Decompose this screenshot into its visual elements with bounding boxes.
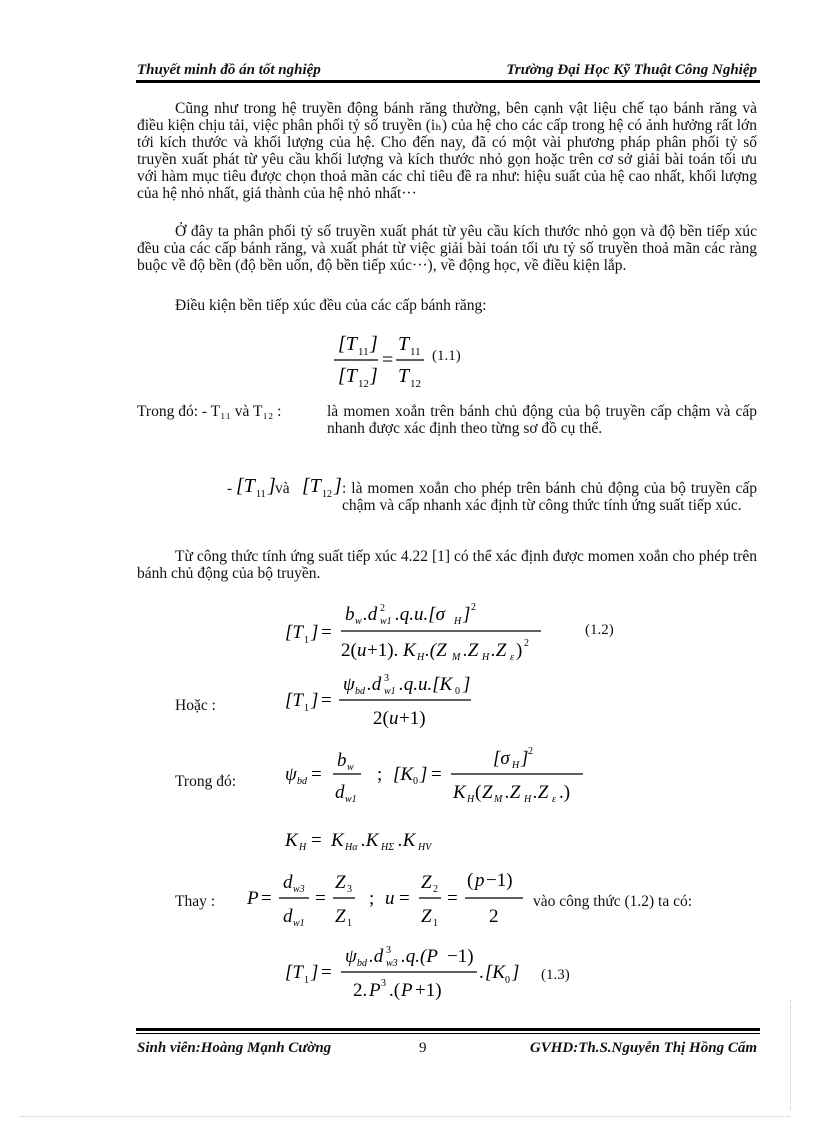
svg-text:12: 12 bbox=[358, 378, 369, 390]
svg-text:[T: [T bbox=[338, 333, 357, 355]
svg-text:w1: w1 bbox=[384, 686, 396, 697]
equation-number-1-1: (1.1) bbox=[432, 348, 461, 364]
where-lead-1: Trong đó: - T₁₁ và T₁₂ : bbox=[137, 403, 282, 420]
svg-text:ε: ε bbox=[510, 652, 514, 663]
svg-text:0: 0 bbox=[413, 776, 418, 787]
svg-text:.d: .d bbox=[367, 674, 382, 695]
svg-text:Z: Z bbox=[421, 872, 432, 893]
svg-text:.q.u.[σ: .q.u.[σ bbox=[395, 604, 446, 625]
equation-alt bbox=[283, 670, 483, 732]
paragraph-2: Ở đây ta phân phối tỷ số truyền xuất phát từ yêu cầu kích thước nhỏ gọn và độ bền tiếp xúc đều của các cấp bánh răng, và xuất phát từ việc giải bài toán tối ưu tỷ số truyền thoả mãn các ràng buộc về độ bền (độ bền uốn, độ bền tiếp xúc···), về động học, về điều kiện lắp. bbox=[137, 223, 757, 274]
label-trongdo: Trong đó: bbox=[175, 773, 237, 790]
footer-student: Sinh viên:Hoàng Mạnh Cường bbox=[137, 1040, 332, 1056]
svg-text:w3: w3 bbox=[293, 884, 305, 895]
svg-text:11: 11 bbox=[358, 346, 369, 358]
footer-rule bbox=[136, 1028, 760, 1031]
svg-text:bd: bd bbox=[357, 958, 367, 969]
svg-text:bd: bd bbox=[355, 686, 365, 697]
svg-text:P: P bbox=[369, 980, 381, 1001]
svg-text:.(Z: .(Z bbox=[425, 640, 447, 661]
svg-text:M: M bbox=[452, 652, 461, 663]
svg-text:−1): −1) bbox=[486, 870, 513, 891]
svg-text:;: ; bbox=[369, 888, 375, 909]
svg-text:]: ] bbox=[420, 764, 428, 785]
svg-text:3: 3 bbox=[347, 884, 352, 895]
paragraph-4: Từ công thức tính ứng suất tiếp xúc 4.22 [1] có thể xác định được momen xoắn cho phép trên bánh chủ động của bộ truyền. bbox=[137, 548, 757, 582]
svg-text:=: = bbox=[321, 622, 332, 643]
svg-text:HV: HV bbox=[418, 842, 432, 853]
svg-text:ψ: ψ bbox=[343, 674, 355, 695]
equation-number-1-3: (1.3) bbox=[541, 967, 570, 983]
svg-text:2(: 2( bbox=[341, 640, 357, 661]
svg-text:): ) bbox=[516, 640, 523, 661]
svg-text:+1): +1) bbox=[399, 708, 426, 729]
svg-text:[T: [T bbox=[302, 475, 321, 497]
svg-text:1: 1 bbox=[304, 635, 309, 646]
svg-text:d: d bbox=[335, 782, 345, 803]
svg-text:=: = bbox=[321, 962, 332, 983]
svg-text:.: . bbox=[479, 962, 484, 983]
svg-text:[K: [K bbox=[393, 764, 414, 785]
svg-text:K: K bbox=[285, 830, 298, 851]
svg-text:]: ] bbox=[512, 962, 520, 983]
svg-text:.q.(P: .q.(P bbox=[401, 946, 438, 967]
svg-text:;: ; bbox=[377, 764, 383, 785]
svg-text:u: u bbox=[385, 888, 395, 909]
svg-text:2: 2 bbox=[433, 884, 438, 895]
svg-text:.K: .K bbox=[398, 830, 416, 851]
svg-text:Z: Z bbox=[482, 782, 493, 803]
svg-text:+1).: +1). bbox=[367, 640, 399, 661]
svg-text:3: 3 bbox=[381, 978, 386, 989]
svg-text:0: 0 bbox=[505, 975, 510, 986]
svg-text:[T: [T bbox=[285, 962, 303, 983]
svg-text:−1): −1) bbox=[447, 946, 474, 967]
header-rule bbox=[136, 80, 760, 83]
footer-rule-thin bbox=[136, 1033, 760, 1034]
svg-text:K: K bbox=[331, 830, 344, 851]
svg-text:=: = bbox=[321, 690, 332, 711]
svg-text:[T: [T bbox=[236, 475, 255, 497]
page-edge-dots bbox=[20, 1116, 790, 1118]
svg-text:[T: [T bbox=[285, 690, 303, 711]
svg-text:.): .) bbox=[559, 782, 571, 803]
thay-tail: vào công thức (1.2) ta có: bbox=[533, 893, 693, 910]
svg-text:[T: [T bbox=[285, 622, 303, 643]
svg-text:[σ: [σ bbox=[493, 748, 510, 769]
svg-text:b: b bbox=[337, 750, 347, 771]
svg-text:[K: [K bbox=[485, 962, 506, 983]
svg-text:=: = bbox=[311, 764, 322, 785]
svg-text:P: P bbox=[247, 888, 259, 909]
svg-text:Z: Z bbox=[335, 906, 346, 927]
svg-text:M: M bbox=[494, 794, 503, 805]
svg-text:0: 0 bbox=[455, 686, 460, 697]
svg-text:ψ: ψ bbox=[285, 764, 297, 785]
svg-text:]: ] bbox=[463, 604, 471, 625]
svg-text:2: 2 bbox=[528, 746, 533, 757]
equation-substitution bbox=[245, 866, 535, 930]
svg-text:w: w bbox=[355, 616, 362, 627]
svg-text:w3: w3 bbox=[386, 958, 398, 969]
svg-text:P: P bbox=[401, 980, 413, 1001]
svg-text:11: 11 bbox=[256, 489, 266, 500]
svg-text:ε: ε bbox=[552, 794, 556, 805]
where-text-2: : là momen xoắn cho phép trên bánh chủ động của bộ truyền cấp chậm và cấp nhanh xác định từ công thức tính ứng suất tiếp xúc. bbox=[342, 480, 757, 514]
page-header bbox=[137, 62, 757, 82]
paragraph-3: Điều kiện bền tiếp xúc đều của các cấp bánh răng: bbox=[175, 297, 487, 314]
svg-text:3: 3 bbox=[386, 945, 391, 956]
svg-text:12: 12 bbox=[410, 378, 421, 390]
equation-KH bbox=[285, 822, 465, 858]
svg-text:=: = bbox=[399, 888, 410, 909]
svg-text:]: ] bbox=[311, 622, 319, 643]
svg-text:2.: 2. bbox=[353, 980, 368, 1001]
equation-number-1-2: (1.2) bbox=[585, 622, 614, 638]
svg-text:u: u bbox=[357, 640, 367, 661]
svg-text:.d: .d bbox=[363, 604, 378, 625]
equation-1-1 bbox=[330, 322, 490, 390]
equation-1-3 bbox=[283, 942, 533, 1004]
svg-text:.q.u.[K: .q.u.[K bbox=[399, 674, 453, 695]
svg-text:(: ( bbox=[475, 782, 482, 803]
svg-text:bd: bd bbox=[297, 776, 307, 787]
svg-text:.Z: .Z bbox=[463, 640, 479, 661]
svg-text:w1: w1 bbox=[293, 918, 305, 929]
label-hoac: Hoặc : bbox=[175, 697, 216, 714]
svg-text:Z: Z bbox=[335, 872, 346, 893]
svg-text:1: 1 bbox=[433, 918, 438, 929]
svg-text:H: H bbox=[299, 842, 307, 853]
svg-text:=: = bbox=[447, 888, 458, 909]
svg-text:]: ] bbox=[268, 475, 276, 497]
svg-text:K: K bbox=[403, 640, 416, 661]
svg-text:Z: Z bbox=[421, 906, 432, 927]
svg-text:d: d bbox=[283, 906, 293, 927]
svg-text:T: T bbox=[398, 365, 410, 387]
svg-text:ψ: ψ bbox=[345, 946, 357, 967]
svg-text:u: u bbox=[389, 708, 399, 729]
header-right: Trường Đại Học Kỹ Thuật Công Nghiệp bbox=[506, 62, 757, 78]
paragraph-1: Cũng như trong hệ truyền động bánh răng thường, bên cạnh vật liệu chế tạo bánh răng và điều kiện chịu tải, việc phân phối tỷ số truyền (iₕ) của hệ cho các cấp trong hệ có ảnh hưởng rất lớn tới kích thước và khối lượng của hệ. Cho đến nay, đã có một vài phương pháp phân phối tỷ số truyền xuất phát từ yêu cầu khối lượng và kích thước nhỏ gọn hoặc trên cơ sở giải bài toán tối ưu với hàm mục tiêu được chọn thoả mãn các chỉ tiêu đề ra như: hiệu suất của hệ cao nhất, khối lượng của hệ nhỏ nhất, giá thành của hệ nhỏ nhất··· bbox=[137, 100, 757, 202]
svg-text:H: H bbox=[454, 616, 462, 627]
svg-text:=: = bbox=[311, 830, 322, 851]
svg-text:]: ] bbox=[370, 333, 378, 355]
svg-text:]: ] bbox=[463, 674, 471, 695]
page-number: 9 bbox=[419, 1040, 427, 1056]
svg-text:[T: [T bbox=[338, 365, 357, 387]
where-mid-2: và bbox=[275, 480, 290, 497]
svg-text:+1): +1) bbox=[415, 980, 442, 1001]
svg-text:.K: .K bbox=[361, 830, 379, 851]
svg-text:p: p bbox=[475, 870, 485, 891]
svg-text:H: H bbox=[512, 760, 520, 771]
svg-text:w: w bbox=[347, 762, 354, 773]
header-left: Thuyết minh đồ án tốt nghiệp bbox=[137, 62, 321, 78]
svg-text:1: 1 bbox=[304, 975, 309, 986]
svg-text:=: = bbox=[315, 888, 326, 909]
footer-advisor: GVHD:Th.S.Nguyễn Thị Hồng Cẩm bbox=[529, 1040, 757, 1056]
svg-text:1: 1 bbox=[347, 918, 352, 929]
equation-psi-K0 bbox=[285, 742, 605, 806]
svg-text:w1: w1 bbox=[345, 794, 357, 805]
svg-text:2: 2 bbox=[489, 906, 499, 927]
svg-text:=: = bbox=[261, 888, 272, 909]
svg-text:T: T bbox=[398, 333, 410, 355]
svg-text:H: H bbox=[417, 652, 425, 663]
svg-text:=: = bbox=[382, 349, 394, 371]
svg-text:11: 11 bbox=[410, 346, 421, 358]
svg-text:.d: .d bbox=[369, 946, 384, 967]
svg-text:H: H bbox=[524, 794, 532, 805]
where-text-1: là momen xoắn trên bánh chủ động của bộ truyền cấp chậm và cấp nhanh được xác định theo từng sơ đồ cụ thể. bbox=[327, 403, 757, 437]
label-thay: Thay : bbox=[175, 893, 216, 910]
svg-text:.Z: .Z bbox=[505, 782, 521, 803]
svg-text:H: H bbox=[482, 652, 490, 663]
svg-text:H: H bbox=[467, 794, 475, 805]
where-dash-2: - bbox=[227, 480, 233, 497]
svg-text:w1: w1 bbox=[380, 616, 392, 627]
equation-1-2 bbox=[283, 598, 563, 664]
svg-text:]: ] bbox=[311, 690, 319, 711]
svg-text:2: 2 bbox=[471, 602, 476, 613]
svg-text:d: d bbox=[283, 872, 293, 893]
svg-text:b: b bbox=[345, 604, 355, 625]
svg-text:]: ] bbox=[311, 962, 319, 983]
svg-text:]: ] bbox=[521, 748, 529, 769]
svg-text:]: ] bbox=[370, 365, 378, 387]
svg-text:=: = bbox=[431, 764, 442, 785]
svg-text:2: 2 bbox=[524, 638, 529, 649]
svg-text:.(: .( bbox=[389, 980, 401, 1001]
svg-text:2(: 2( bbox=[373, 708, 389, 729]
svg-text:.Z: .Z bbox=[533, 782, 549, 803]
svg-text:3: 3 bbox=[384, 673, 389, 684]
svg-text:]: ] bbox=[334, 475, 342, 497]
svg-text:(: ( bbox=[467, 870, 474, 891]
svg-text:K: K bbox=[453, 782, 466, 803]
svg-text:12: 12 bbox=[322, 489, 332, 500]
svg-text:2: 2 bbox=[380, 603, 385, 614]
svg-text:HΣ: HΣ bbox=[381, 842, 395, 853]
svg-text:1: 1 bbox=[304, 703, 309, 714]
svg-text:.Z: .Z bbox=[491, 640, 507, 661]
page-edge-dots-vertical bbox=[790, 1000, 792, 1110]
svg-text:Hα: Hα bbox=[345, 842, 358, 853]
